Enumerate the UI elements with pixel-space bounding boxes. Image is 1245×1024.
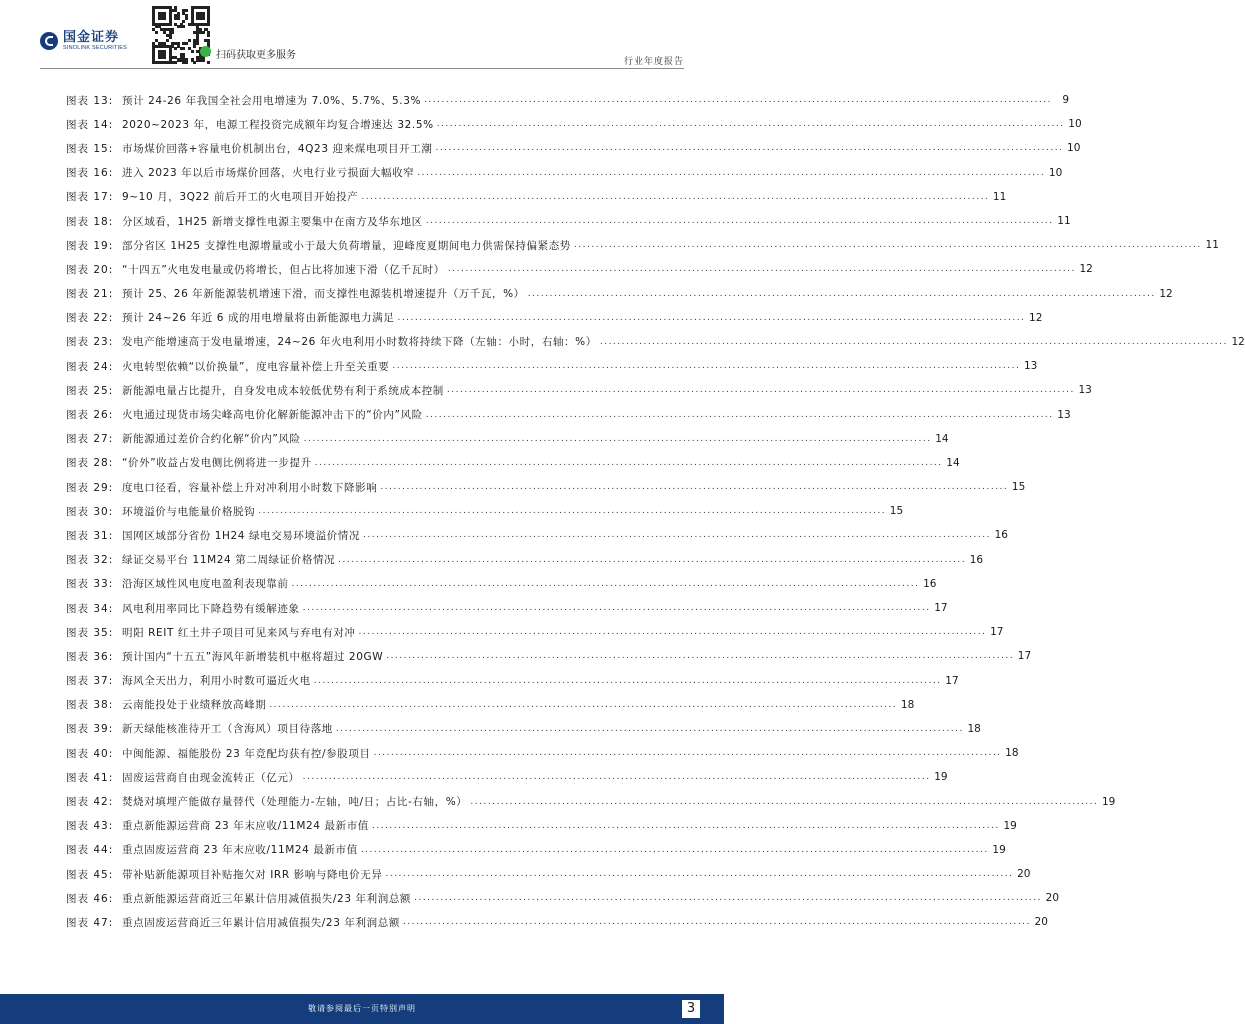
toc-entry-leader (315, 458, 943, 468)
toc-entry-title: 海风全天出力，利用小时数可逼近火电 (122, 675, 311, 688)
toc-entry[interactable] (66, 620, 1004, 644)
toc-entry-label: 图表 16: (66, 167, 114, 180)
toc-entry-leader (424, 95, 1052, 105)
toc-entry-title: 重点固废运营商近三年累计信用减值损失/23 年利润总额 (122, 916, 400, 929)
toc-entry[interactable] (66, 136, 1081, 160)
toc-entry-title: 分区域看，1H25 新增支撑性电源主要集中在南方及华东地区 (122, 215, 423, 228)
toc-entry-label: 图表 26: (66, 409, 114, 422)
toc-entry-title: 预计 24~26 年近 6 成的用电增量将由新能源电力满足 (122, 312, 395, 325)
toc-entry-page: 17 (1017, 650, 1032, 663)
toc-entry-label: 图表 35: (66, 626, 114, 639)
toc-entry-label: 图表 18: (66, 215, 114, 228)
toc-entry-label: 图表 39: (66, 723, 114, 736)
toc-entry-title: 度电口径看，容量补偿上升对冲利用小时数下降影响 (122, 481, 378, 494)
toc-entry-title: 中闽能源、福能股份 23 年竞配均获有控/参股项目 (122, 747, 371, 760)
toc-entry-label: 图表 34: (66, 602, 114, 615)
toc-entry-label: 图表 29: (66, 481, 114, 494)
toc-entry-title: 发电产能增速高于发电量增速，24~26 年火电利用小时数将持续下降（左轴：小时，右轴：%） (122, 336, 597, 349)
toc-entry[interactable] (66, 354, 1038, 378)
toc-entry-page: 14 (946, 456, 960, 469)
toc-entry-leader (397, 313, 1025, 323)
toc-entry-title: 固废运营商自由现金流转正（亿元） (122, 771, 300, 784)
page-header (0, 0, 724, 68)
toc-entry[interactable] (66, 257, 1093, 281)
toc-entry-page: 16 (969, 553, 984, 566)
toc-entry-leader (600, 337, 1228, 347)
toc-entry-leader (414, 893, 1042, 903)
toc-entry-title: “十四五”火电发电量或仍将增长，但占比将加速下滑（亿千瓦时） (122, 263, 445, 276)
logo-name-en: SINOLINK SECURITIES (63, 44, 128, 51)
toc-entry-leader (292, 579, 920, 589)
toc-entry-label: 图表 36: (66, 650, 114, 663)
toc-entry-page: 17 (990, 626, 1004, 639)
toc-entry-page: 15 (1011, 481, 1026, 494)
toc-entry-title: 市场煤价回落+容量电价机制出台，4Q23 迎来煤电项目开工潮 (122, 142, 433, 155)
toc-entry-leader (363, 530, 991, 540)
toc-entry-label: 图表 24: (66, 360, 114, 373)
toc-entry-page: 16 (994, 529, 1008, 542)
toc-entry-label: 图表 31: (66, 529, 114, 542)
toc-entry-page: 19 (934, 771, 948, 784)
wechat-badge-icon (200, 46, 211, 57)
toc-entry[interactable] (66, 499, 904, 523)
toc-entry-page: 20 (1034, 916, 1048, 929)
toc-entry-leader (303, 603, 931, 613)
toc-entry[interactable] (66, 209, 1071, 233)
toc-entry-title: 沿海区域性风电度电盈利表现靠前 (122, 578, 289, 591)
toc-entry-leader (403, 917, 1031, 927)
toc-entry-label: 图表 19: (66, 239, 114, 252)
footer-disclaimer: 敬请参阅最后一页特别声明 (308, 1004, 416, 1013)
toc-entry-label: 图表 47: (66, 916, 114, 929)
toc-entry-label: 图表 40: (66, 747, 114, 760)
toc-entry-page: 19 (1003, 819, 1017, 832)
toc-entry-title: 环境溢价与电能量价格脱钩 (122, 505, 256, 518)
toc-entry-title: 部分省区 1H25 支撑性电源增量或小于最大负荷增量，迎峰度夏期间电力供需保持偏紧态势 (122, 239, 571, 252)
toc-entry-title: 云南能投处于业绩释放高峰期 (122, 699, 267, 712)
toc-entry-leader (448, 264, 1076, 274)
toc-entry-label: 图表 25: (66, 384, 114, 397)
toc-entry-page: 12 (1231, 335, 1245, 348)
toc-entry-page: 13 (1078, 384, 1092, 397)
toc-entry[interactable] (66, 814, 1017, 838)
toc-entry-page: 11 (1057, 215, 1071, 228)
toc-entry[interactable] (66, 330, 1245, 354)
toc-entry-page: 9 (1062, 94, 1070, 107)
toc-entry[interactable] (66, 402, 1071, 426)
toc-entry-page: 12 (1159, 287, 1173, 300)
toc-entry-title: 预计 25、26 年新能源装机增速下滑，而支撑性电源装机增速提升（万千瓦，%） (122, 288, 525, 301)
toc-entry-label: 图表 23: (66, 336, 114, 349)
toc-entry-leader (314, 676, 942, 686)
document-type: 行业年度报告 (623, 57, 684, 67)
toc-entry-page: 12 (1079, 263, 1093, 276)
toc-entry-leader (304, 434, 932, 444)
toc-entry-page: 18 (1005, 747, 1019, 760)
toc-entry-page: 17 (934, 602, 948, 615)
toc-entry-leader (372, 821, 1000, 831)
toc-entry-label: 图表 22: (66, 312, 114, 325)
toc-entry[interactable] (66, 185, 1007, 209)
toc-entry-page: 10 (1048, 166, 1063, 179)
toc-entry[interactable] (66, 233, 1219, 257)
toc-entry-leader (437, 119, 1065, 129)
toc-entry[interactable] (66, 88, 1070, 112)
toc-entry-leader (380, 482, 1008, 492)
logo-name-cn: 国金证券 (63, 29, 120, 45)
toc-entry-leader (258, 506, 886, 516)
toc-entry-title: 2020~2023 年，电源工程投资完成额年均复合增速达 32.5% (122, 118, 434, 131)
toc-entry-leader (574, 240, 1202, 250)
toc-entry-leader (361, 192, 989, 202)
toc-entry-title: 预计国内“十五五”海风年新增装机中枢将超过 20GW (122, 650, 384, 663)
toc-entry-label: 图表 15: (66, 142, 114, 155)
toc-entry[interactable] (66, 789, 1116, 813)
toc-entry-leader (435, 143, 1063, 153)
toc-entry-label: 图表 21: (66, 288, 114, 301)
toc-entry-leader (359, 627, 987, 637)
toc-entry-label: 图表 43: (66, 820, 114, 833)
toc-entry[interactable] (66, 596, 948, 620)
toc-entry-label: 图表 38: (66, 699, 114, 712)
toc-entry-title: 重点新能源运营商 23 年末应收/11M24 最新市值 (122, 820, 369, 833)
toc-entry-leader (336, 724, 964, 734)
toc-entry-label: 图表 30: (66, 505, 114, 518)
toc-entry[interactable] (66, 378, 1092, 402)
toc-entry-label: 图表 17: (66, 191, 114, 204)
toc-entry-page: 20 (1017, 868, 1031, 881)
toc-entry-title: “价外”收益占发电侧比例将进一步提升 (122, 457, 312, 470)
toc-entry[interactable] (66, 741, 1019, 765)
toc-entry-leader (417, 168, 1045, 178)
toc-entry-title: 新能源电量占比提升，自身发电成本较低优势有利于系统成本控制 (122, 384, 444, 397)
toc-entry-label: 图表 41: (66, 771, 114, 784)
toc-entry-page: 19 (992, 843, 1006, 856)
toc-entry-leader (426, 216, 1054, 226)
toc-entry-label: 图表 13: (66, 94, 114, 107)
toc-entry-title: 新能源通过差价合约化解“价内”风险 (122, 433, 301, 446)
toc-entry-page: 14 (935, 432, 949, 445)
toc-entry-label: 图表 27: (66, 433, 114, 446)
toc-entry-label: 图表 42: (66, 796, 114, 809)
toc-entry-title: 火电通过现货市场尖峰高电价化解新能源冲击下的“价内”风险 (122, 409, 423, 422)
toc-entry-title: 带补贴新能源项目补贴拖欠对 IRR 影响与降电价无异 (122, 868, 383, 881)
toc-entry[interactable] (66, 862, 1031, 886)
toc-entry[interactable] (66, 523, 1008, 547)
toc-entry-page: 12 (1029, 311, 1043, 324)
toc-entry-label: 图表 44: (66, 844, 114, 857)
logo-mark-icon (40, 32, 58, 50)
toc-entry-label: 图表 46: (66, 892, 114, 905)
toc-entry-leader (528, 289, 1156, 299)
toc-entry[interactable] (66, 572, 937, 596)
toc-entry[interactable] (66, 644, 1032, 668)
toc-entry-title: 绿证交易平台 11M24 第二周绿证价格情况 (122, 554, 336, 567)
toc-entry-label: 图表 33: (66, 578, 114, 591)
toc-entry[interactable] (66, 838, 1006, 862)
toc-entry[interactable] (66, 475, 1026, 499)
toc-entry-title: 重点固废运营商 23 年末应收/11M24 最新市值 (122, 844, 358, 857)
toc-entry-page: 18 (900, 698, 915, 711)
toc-entry-title: 新天绿能核准待开工（含海风）项目待落地 (122, 723, 333, 736)
toc-entry[interactable] (66, 765, 948, 789)
figure-index-list (66, 88, 1245, 935)
toc-entry-page: 17 (945, 674, 959, 687)
toc-entry[interactable] (66, 693, 915, 717)
toc-entry-page: 19 (1102, 795, 1116, 808)
toc-entry[interactable] (66, 669, 959, 693)
toc-entry[interactable] (66, 886, 1060, 910)
toc-entry-leader (269, 700, 897, 710)
toc-entry[interactable] (66, 717, 981, 741)
toc-entry-leader (447, 385, 1075, 395)
toc-entry-leader (385, 869, 1013, 879)
toc-entry-label: 图表 32: (66, 554, 114, 567)
toc-entry-label: 图表 28: (66, 457, 114, 470)
toc-entry-title: 进入 2023 年以后市场煤价回落，火电行业亏损面大幅收窄 (122, 167, 415, 180)
header-divider (40, 68, 684, 69)
toc-entry-page: 18 (967, 722, 981, 735)
toc-entry-title: 明阳 REIT 红土井子项目可见来风与弃电有对冲 (122, 626, 356, 639)
toc-entry-title: 预计 24-26 年我国全社会用电增速为 7.0%、5.7%、5.3% (122, 94, 422, 107)
page-number: 3 (682, 1000, 700, 1018)
toc-entry-page: 13 (1057, 408, 1071, 421)
toc-entry-page: 16 (923, 577, 937, 590)
toc-entry-page: 11 (1205, 239, 1219, 252)
toc-entry-page: 10 (1067, 142, 1081, 155)
toc-entry[interactable] (66, 910, 1048, 934)
toc-entry-label: 图表 20: (66, 263, 114, 276)
toc-entry-title: 国网区域部分省份 1H24 绿电交易环境溢价情况 (122, 529, 361, 542)
toc-entry-label: 图表 45: (66, 868, 114, 881)
toc-entry-leader (386, 651, 1014, 661)
toc-entry[interactable] (66, 112, 1082, 136)
toc-entry-leader (303, 772, 931, 782)
toc-entry[interactable] (66, 451, 960, 475)
toc-entry-page: 20 (1045, 892, 1060, 905)
toc-entry-leader (374, 748, 1002, 758)
toc-entry-leader (361, 845, 989, 855)
toc-entry-leader (426, 410, 1054, 420)
toc-entry-title: 焚烧对填埋产能做存量替代（处理能力-左轴，吨/日；占比-右轴，%） (122, 796, 468, 809)
toc-entry[interactable] (66, 282, 1173, 306)
toc-entry-label: 图表 37: (66, 675, 114, 688)
page-footer (0, 994, 724, 1024)
toc-entry-title: 风电利用率同比下降趋势有缓解迹象 (122, 602, 300, 615)
toc-entry[interactable] (66, 306, 1043, 330)
toc-entry-page: 13 (1023, 360, 1038, 373)
toc-entry-title: 火电转型依赖“以价换量”，度电容量补偿上升至关重要 (122, 360, 390, 373)
company-logo (40, 30, 127, 52)
toc-entry[interactable] (66, 548, 984, 572)
toc-entry-label: 图表 14: (66, 118, 114, 131)
toc-entry[interactable] (66, 427, 949, 451)
toc-entry-leader (338, 555, 966, 565)
toc-entry-page: 11 (992, 190, 1007, 203)
toc-entry-title: 9~10 月，3Q22 前后开工的火电项目开始投产 (122, 191, 359, 204)
toc-entry-leader (392, 361, 1020, 371)
toc-entry-page: 10 (1068, 118, 1082, 131)
qr-label: 扫码获取更多服务 (216, 50, 296, 61)
toc-entry[interactable] (66, 161, 1063, 185)
toc-entry-page: 15 (889, 505, 904, 518)
toc-entry-title: 重点新能源运营商近三年累计信用减值损失/23 年利润总额 (122, 892, 412, 905)
toc-entry-leader (470, 797, 1098, 807)
